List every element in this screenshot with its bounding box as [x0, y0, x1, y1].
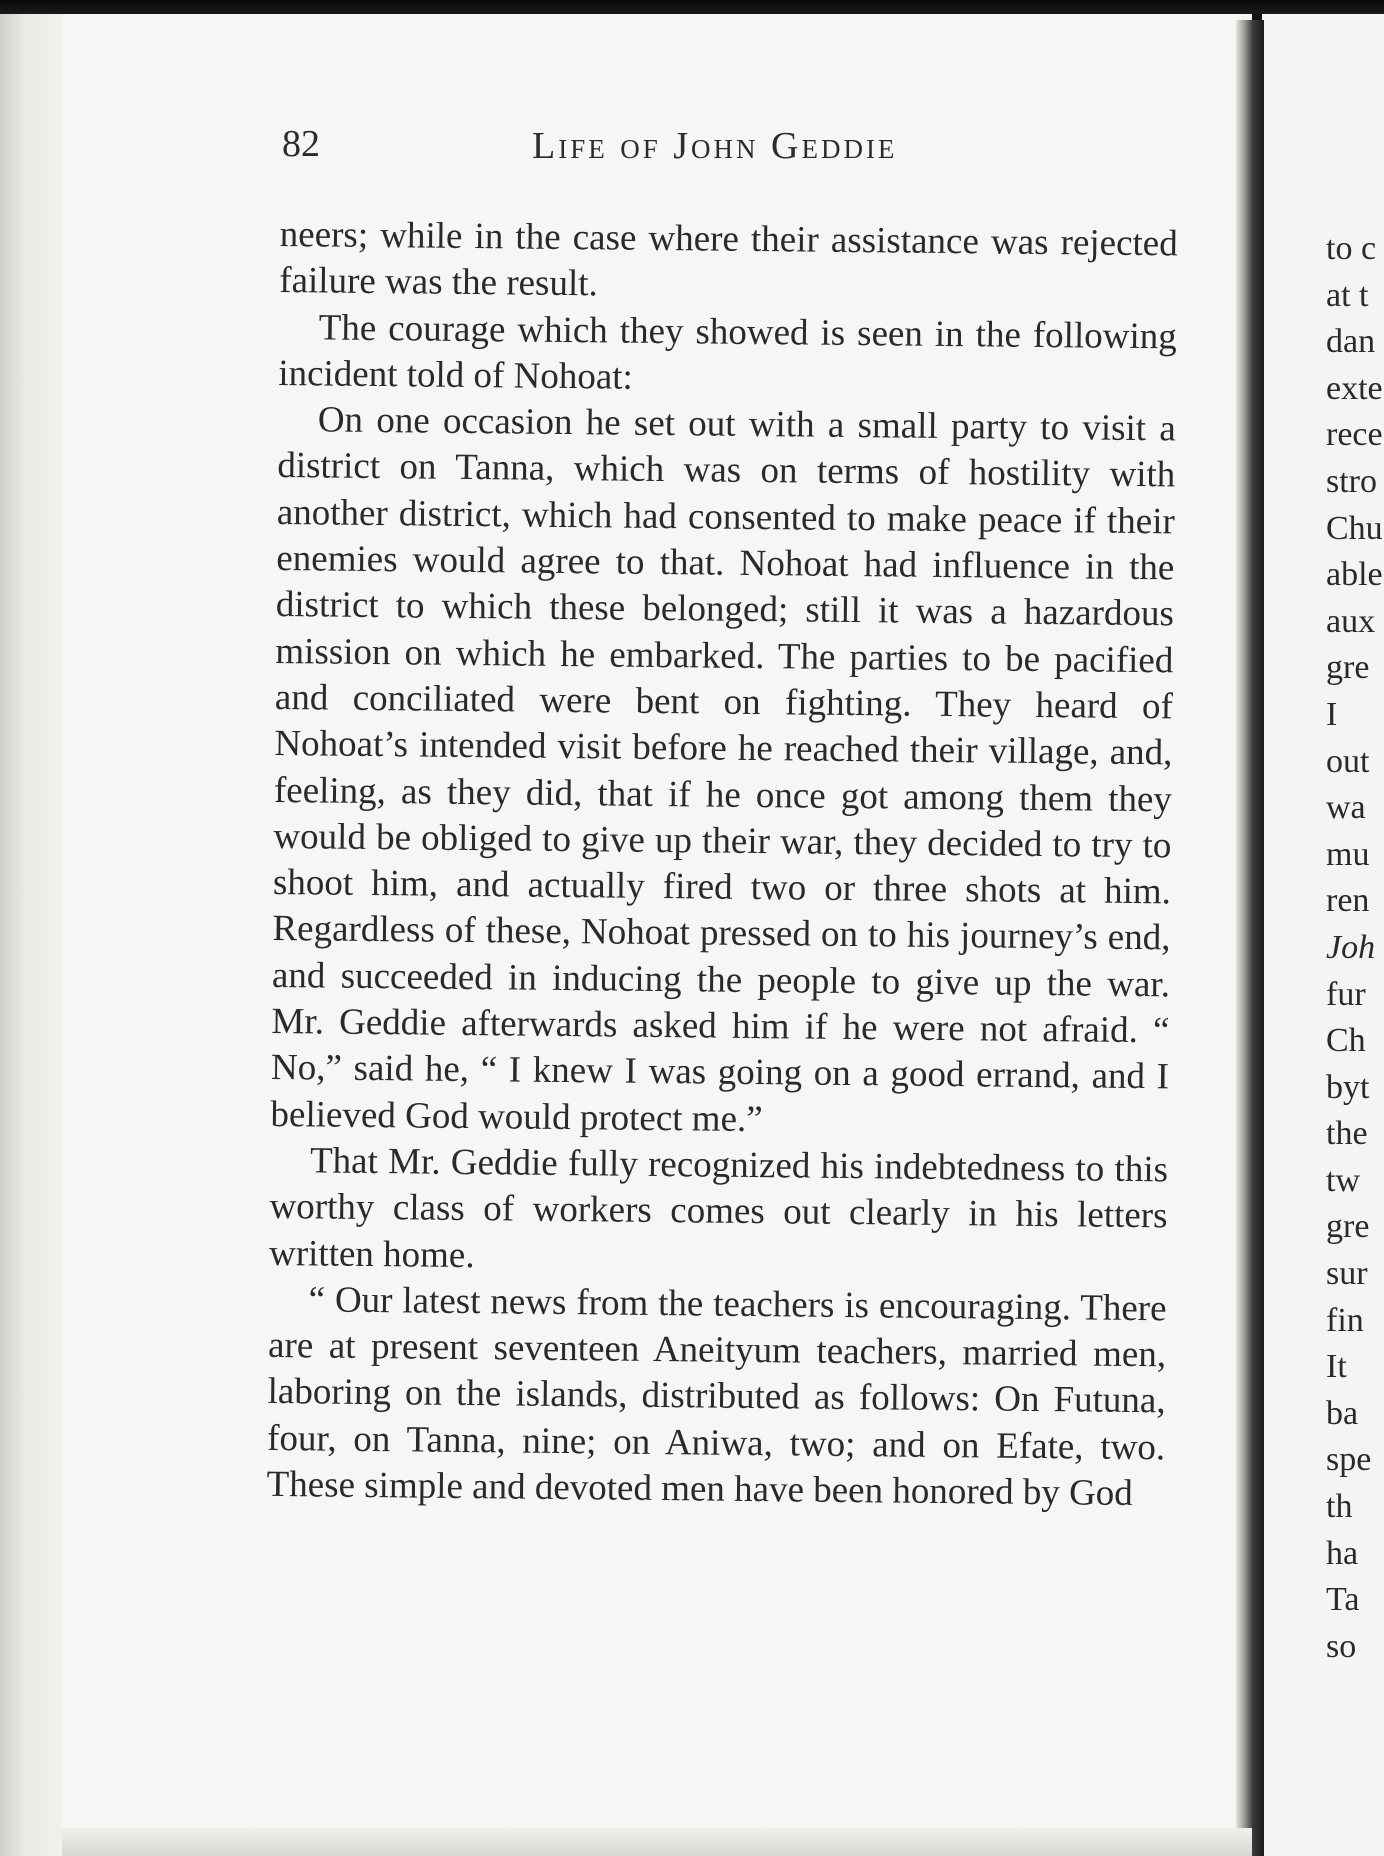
- right-page-line: dan: [1326, 323, 1376, 361]
- right-page-line: ha: [1326, 1534, 1359, 1572]
- right-page-line: ba: [1326, 1394, 1359, 1432]
- right-page-line: It: [1326, 1348, 1347, 1386]
- right-page-line: wa: [1326, 789, 1366, 827]
- top-shadow: [0, 0, 1384, 14]
- running-head: Life of John Geddie: [532, 125, 898, 167]
- right-page-text: [1326, 226, 1384, 1670]
- right-page-line: exte: [1326, 369, 1383, 407]
- right-page-line: at t: [1326, 276, 1369, 314]
- right-page-line: so: [1326, 1627, 1357, 1665]
- right-page-line: Ta: [1326, 1581, 1360, 1619]
- right-page-line: able: [1326, 556, 1383, 594]
- page-edge: [0, 10, 70, 1856]
- right-page-line: gre: [1326, 649, 1370, 687]
- right-page-line: gre: [1326, 1208, 1370, 1246]
- right-page-line: tw: [1326, 1161, 1360, 1199]
- right-page-line: Ch: [1326, 1022, 1366, 1060]
- right-page-line: mu: [1326, 835, 1370, 873]
- right-page-line: Joh: [1326, 928, 1376, 966]
- right-page-line: th: [1326, 1488, 1353, 1526]
- right-page-line: fin: [1326, 1301, 1364, 1339]
- page-bottom-edge: [62, 1828, 1252, 1856]
- right-page-line: aux: [1326, 602, 1376, 640]
- paragraph: On one occasion he set out with a small party to visit a district on Tanna, which was on terms of hostility with another district, which had consented to make peace if their enemies would agree to that. Nohoat had influence in the district to which these belonged; still it was a hazardous mission on which he embarked. The parties to be pacified and conciliated were bent on fighting. They heard of Nohoat’s intended visit before he reached their village, and, feeling, as they did, that if he once got among them they would be obliged to give up their war, they decided to try to shoot him, and actually fired two or three shots at him. Regardless of these, Nohoat pressed on to his journey’s end, and succeeded in inducing the people to give up the war. Mr. Geddie afterwards asked him if he were not afraid. “ No,” said he, “ I knew I was going on a good errand, and I believed God would protect me.”: [270, 399, 1176, 1140]
- body-text: [266, 212, 1178, 1518]
- book-gutter: [1236, 20, 1264, 1856]
- paragraph: That Mr. Geddie fully recognized his indebtedness to this worthy class of workers comes out clearly in his letters written home.: [268, 1140, 1169, 1276]
- right-page-line: to c: [1326, 230, 1377, 267]
- right-page-line: byt: [1326, 1068, 1370, 1106]
- page-header: [282, 118, 1182, 178]
- right-page-line: ren: [1326, 882, 1370, 920]
- right-page-line: rece: [1326, 416, 1383, 454]
- right-page-line: out: [1326, 742, 1370, 780]
- paragraph: neers; while in the case where their assistance was rejected failure was the result.: [279, 213, 1178, 305]
- right-page-line: Chu: [1326, 509, 1383, 547]
- right-page-line: the: [1326, 1115, 1368, 1153]
- right-page-line: sur: [1326, 1255, 1368, 1293]
- right-page-line: stro: [1326, 462, 1377, 500]
- paragraph: “ Our latest news from the teachers is encouraging. There are at present seventeen Aneityum teachers, married men, laboring on the islands, distributed as follows: On Futuna, four, on Tanna, nine; on Aniwa, two; and on Efate, two. These simple and devoted men have been honored by God: [266, 1279, 1167, 1515]
- right-page-line: fur: [1326, 975, 1366, 1013]
- right-page-line: I: [1326, 695, 1338, 733]
- paragraph: The courage which they showed is seen in the following incident told of Nohoat:: [278, 307, 1177, 398]
- right-page-line: spe: [1326, 1441, 1372, 1479]
- page-number: 82: [282, 123, 320, 165]
